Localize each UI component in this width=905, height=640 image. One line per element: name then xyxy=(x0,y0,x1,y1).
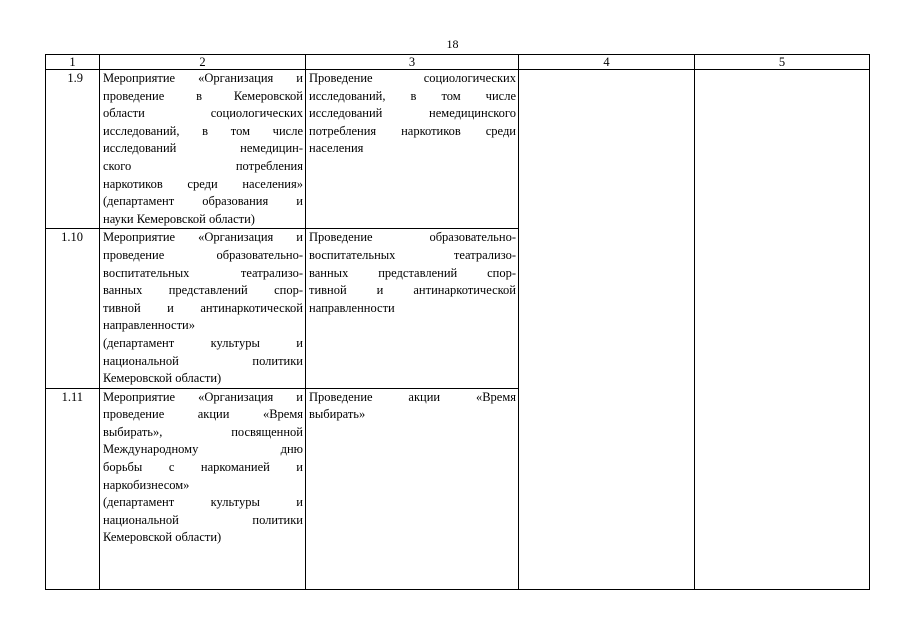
text-line: области социологических xyxy=(103,106,303,121)
text-line: ванных представлений спор- xyxy=(309,265,516,280)
row-number: 1.9 xyxy=(46,70,100,229)
program-table xyxy=(45,54,870,590)
text-line: (департамент культуры и xyxy=(103,495,303,510)
text-line: потребления наркотиков среди xyxy=(309,123,516,138)
text-line: выбирать» xyxy=(309,407,366,422)
text-line: Проведение социологических xyxy=(309,71,516,85)
event-description xyxy=(100,388,306,589)
text-line: национальной политики xyxy=(103,512,303,527)
text-line: исследований немедицинского xyxy=(309,106,516,121)
text-line: проведение образовательно- xyxy=(103,247,303,262)
header-col-4: 4 xyxy=(519,55,695,70)
text-line: (департамент образования и xyxy=(103,194,303,209)
text-line: Кемеровской области) xyxy=(103,371,222,386)
text-line: направленности» xyxy=(103,318,195,333)
table-row xyxy=(46,70,870,229)
text-line: науки Кемеровской области) xyxy=(103,211,255,226)
header-col-3: 3 xyxy=(306,55,519,70)
text-line: выбирать», посвященной xyxy=(103,424,303,439)
text-line: исследований, в том числе xyxy=(309,88,516,103)
text-line: воспитательных театрализо- xyxy=(309,247,516,262)
page-number: 18 xyxy=(446,37,459,51)
text-line: ванных представлений спор- xyxy=(103,283,303,298)
text-line: Мероприятие «Организация и xyxy=(103,230,303,245)
text-line: Проведение образовательно- xyxy=(309,230,516,245)
text-line: (департамент культуры и xyxy=(103,335,303,350)
text-line: Мероприятие «Организация и xyxy=(103,389,303,404)
header-row xyxy=(46,55,870,70)
header-col-5: 5 xyxy=(695,55,870,70)
row-number: 1.10 xyxy=(46,229,100,388)
row-number: 1.11 xyxy=(46,388,100,589)
text-line: тивной и антинаркотической xyxy=(103,300,303,315)
header-col-2: 2 xyxy=(100,55,306,70)
text-line: населения xyxy=(309,141,364,156)
text-line: исследований, в том числе xyxy=(103,123,303,138)
column-5-cell xyxy=(695,70,870,590)
text-line: проведение в Кемеровской xyxy=(103,88,303,103)
text-line: наркобизнесом» xyxy=(103,477,190,492)
event-content xyxy=(306,388,519,589)
event-content xyxy=(306,70,519,229)
text-line: Кемеровской области) xyxy=(103,530,222,545)
text-line: Международному дню xyxy=(103,442,303,457)
text-line: наркотиков среди населения» xyxy=(103,176,303,191)
text-line: воспитательных театрализо- xyxy=(103,265,303,280)
event-content xyxy=(306,229,519,388)
header-col-1: 1 xyxy=(46,55,100,70)
event-description xyxy=(100,70,306,229)
text-line: исследований немедицин- xyxy=(103,141,303,156)
column-4-cell xyxy=(519,70,695,590)
event-description xyxy=(100,229,306,388)
text-line: Мероприятие «Организация и xyxy=(103,71,303,85)
text-line: ского потребления xyxy=(103,158,303,173)
text-line: направленности xyxy=(309,300,395,315)
text-line: тивной и антинаркотической xyxy=(309,283,516,298)
text-line: национальной политики xyxy=(103,353,303,368)
text-line: борьбы с наркоманией и xyxy=(103,460,303,475)
text-line: проведение акции «Время xyxy=(103,407,303,422)
text-line: Проведение акции «Время xyxy=(309,389,516,404)
